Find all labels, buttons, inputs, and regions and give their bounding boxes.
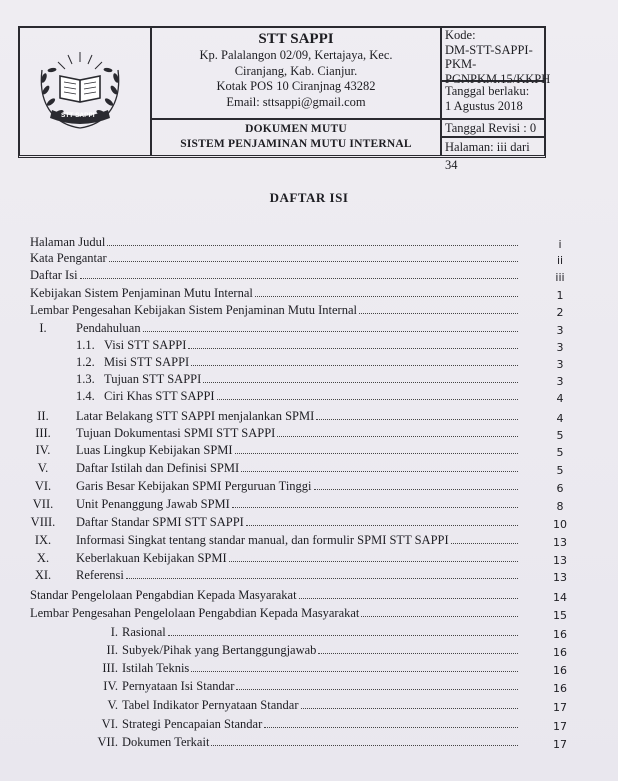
toc-entry-page-number: 13 [553,571,567,584]
toc-entry-label: Misi STT SAPPI [104,355,190,369]
toc-entry-label: Latar Belakang STT SAPPI menjalankan SPMI [76,409,315,423]
toc-entry-page-number: 16 [553,646,567,659]
toc-entry[interactable] [35,442,520,458]
toc-leader-dots [246,514,518,526]
toc-entry-page-number: 15 [553,609,567,622]
toc-leader-dots [241,460,518,472]
toc-entry-page-number: 10 [553,518,567,531]
toc-leader-dots [126,567,518,579]
toc-entry-number: X. [36,551,50,565]
toc-entry[interactable] [32,496,520,512]
toc-entry[interactable] [34,532,520,548]
toc-entry-label: Kata Pengantar [30,251,107,265]
toc-entry-page-number: 1 [556,289,564,302]
toc-entry-label: Halaman Judul [30,235,106,249]
toc-entry[interactable] [30,267,520,283]
toc-leader-dots [217,388,518,400]
toc-entry-page-number: i [558,238,562,251]
address-line-3: Kotak POS 10 Ciranjnag 43282 [216,79,376,93]
tanggal-value: 1 Agustus 2018 [445,98,523,113]
toc-entry-page-number: 17 [553,701,567,714]
toc-leader-dots [255,285,518,297]
toc-entry-number: III. [35,426,51,440]
toc-entry-number: V. [107,698,118,712]
halaman-text: Halaman: iii dari 34 [445,140,530,172]
toc-entry[interactable] [34,478,520,494]
toc-leader-dots [299,587,518,599]
toc-entry[interactable] [76,337,520,353]
toc-entry-label: Unit Penanggung Jawab SPMI [76,497,230,511]
toc-entry-label: Garis Besar Kebijakan SPMI Perguruan Tinggi [76,479,312,493]
toc-leader-dots [191,660,518,672]
toc-entry-label: Pendahuluan [76,321,141,335]
toc-entry-number: 1.4. [76,389,95,403]
toc-entry-label: Daftar Isi [30,268,78,282]
toc-leader-dots [361,605,518,617]
toc-entry-label: Daftar Standar SPMI STT SAPPI [76,515,244,529]
toc-entry-label: Kebijakan Sistem Penjaminan Mutu Internal [30,286,253,300]
toc-entry-page-number: 5 [556,446,564,459]
toc-leader-dots [318,642,518,654]
toc-entry-page-number: 6 [556,482,564,495]
toc-entry-label: Ciri Khas STT SAPPI [104,389,215,403]
toc-entry-page-number: 14 [553,591,567,604]
toc-entry-page-number: 13 [553,536,567,549]
toc-entry-label: Lembar Pengesahan Pengelolaan Pengabdian Kepada Masyarakat [30,606,360,620]
toc-entry-label: Strategi Pencapaian Standar [122,717,263,731]
toc-entry-label: Istilah Teknis [122,661,190,675]
toc-entry-number: VII. [32,497,54,511]
toc-entry-page-number: 4 [556,392,564,405]
toc-leader-dots [229,550,518,562]
toc-entry-label: Pernyataan Isi Standar [122,679,235,693]
toc-entry[interactable] [76,371,520,387]
toc-entry-number: VII. [97,735,118,749]
toc-entry-page-number: 5 [556,464,564,477]
toc-entry[interactable] [102,660,520,676]
toc-entry-label: Referensi [76,568,124,582]
toc-entry[interactable] [110,624,520,640]
toc-entry-label: Standar Pengelolaan Pengabdian Kepada Masyarakat [30,588,297,602]
toc-entry-page-number: 3 [556,375,564,388]
toc-entry[interactable] [30,605,520,621]
doc-title-line-2: SISTEM PENJAMINAN MUTU INTERNAL [180,138,412,150]
toc-entry-number: IV. [103,679,118,693]
page-title: DAFTAR ISI [269,190,349,205]
toc-entry[interactable] [30,587,520,603]
kode-label: Kode: [445,28,476,42]
toc-leader-dots [191,354,518,366]
toc-entry[interactable] [30,514,520,530]
toc-leader-dots [109,250,518,262]
toc-entry[interactable] [30,302,520,318]
toc-entry[interactable] [30,285,520,301]
toc-entry-label: Visi STT SAPPI [104,338,187,352]
toc-entry[interactable] [97,734,520,750]
toc-leader-dots [314,478,518,490]
toc-entry-page-number: 17 [553,738,567,751]
toc-entry-number: I. [110,625,118,639]
toc-entry-number: II. [106,643,118,657]
toc-entry-page-number: 13 [553,554,567,567]
toc-entry-page-number: 4 [556,412,564,425]
toc-leader-dots [188,337,518,349]
toc-entry-page-number: ii [556,254,564,267]
toc-leader-dots [359,302,518,314]
toc-entry-number: IX. [34,533,52,547]
toc-leader-dots [451,532,518,544]
toc-entry-page-number: 2 [556,306,564,319]
toc-entry-page-number: 3 [556,324,564,337]
toc-entry-label: Luas Lingkup Kebijakan SPMI [76,443,233,457]
toc-entry-number: V. [37,461,49,475]
institution-name: STT SAPPI [258,31,334,47]
toc-entry[interactable] [37,460,520,476]
toc-entry[interactable] [39,320,520,336]
toc-entry-number: VIII. [30,515,56,529]
toc-entry-label: Rasional [122,625,166,639]
tanggal-label: Tanggal berlaku: [445,84,530,98]
address-line-1: Kp. Palalangon 02/09, Kertajaya, Kec. [199,48,393,62]
toc-leader-dots [211,734,518,746]
toc-leader-dots [277,425,518,437]
toc-leader-dots [143,320,518,332]
toc-leader-dots [301,697,519,709]
toc-entry-page-number: 3 [556,358,564,371]
toc-entry[interactable] [34,567,520,583]
toc-entry-page-number: iii [555,271,565,284]
toc-entry[interactable] [76,354,520,370]
email-line: Email: sttsappi@gmail.com [226,94,366,109]
toc-entry[interactable] [106,642,520,658]
toc-entry-page-number: 16 [553,628,567,641]
toc-entry[interactable] [76,388,520,404]
toc-entry-number: IV. [35,443,51,457]
revisi-text: Tanggal Revisi : 0 [445,121,537,135]
toc-leader-dots [235,442,518,454]
toc-entry[interactable] [101,716,520,732]
toc-leader-dots [107,234,518,246]
toc-entry[interactable] [30,234,520,250]
toc-entry[interactable] [30,250,520,266]
toc-entry[interactable] [103,678,520,694]
toc-entry-label: Dokumen Terkait [122,735,210,749]
toc-entry-label: Lembar Pengesahan Kebijakan Sistem Penjaminan Mutu Internal [30,303,357,317]
toc-entry-label: Subyek/Pihak yang Bertanggungjawab [122,643,317,657]
toc-entry[interactable] [36,550,520,566]
toc-entry-page-number: 16 [553,664,567,677]
toc-entry-number: II. [37,409,49,423]
kode-value-1: DM-STT-SAPPI-PKM- [445,42,533,71]
toc-leader-dots [80,267,518,279]
toc-entry-label: Informasi Singkat tentang standar manual, dan formulir SPMI STT SAPPI [76,533,449,547]
toc-entry-number: I. [39,321,47,335]
toc-leader-dots [236,678,518,690]
toc-entry-page-number: 16 [553,682,567,695]
toc-leader-dots [203,371,518,383]
kode-value-2: PGNPKM.15/KKPH [445,71,551,86]
toc-entry-label: Keberlakuan Kebijakan SPMI [76,551,227,565]
toc-entry-number: 1.2. [76,355,95,369]
toc-entry-number: VI. [101,717,118,731]
toc-entry-page-number: 8 [556,500,564,513]
toc-entry-number: 1.1. [76,338,95,352]
toc-entry-page-number: 17 [553,720,567,733]
toc-entry-label: Tujuan STT SAPPI [104,372,202,386]
toc-leader-dots [232,496,518,508]
toc-leader-dots [316,408,518,420]
address-line-2: Ciranjang, Kab. Cianjur. [234,63,358,78]
toc-entry[interactable] [107,697,520,713]
toc-entry-page-number: 3 [556,341,564,354]
toc-leader-dots [168,624,518,636]
toc-leader-dots [264,716,518,728]
toc-entry-label: Daftar Istilah dan Definisi SPMI [76,461,240,475]
toc-entry[interactable] [37,408,520,424]
toc-entry-number: 1.3. [76,372,95,386]
toc-entry-label: Tabel Indikator Pernyataan Standar [122,698,299,712]
logo-ribbon-text: STT SAPPI [61,112,95,119]
doc-title-line-1: DOKUMEN MUTU [245,123,347,135]
toc-entry[interactable] [35,425,520,441]
toc-entry-number: XI. [34,568,52,582]
toc-entry-number: III. [102,661,118,675]
toc-entry-label: Tujuan Dokumentasi SPMI STT SAPPI [76,426,276,440]
toc-entry-page-number: 5 [556,429,564,442]
toc-entry-number: VI. [34,479,52,493]
